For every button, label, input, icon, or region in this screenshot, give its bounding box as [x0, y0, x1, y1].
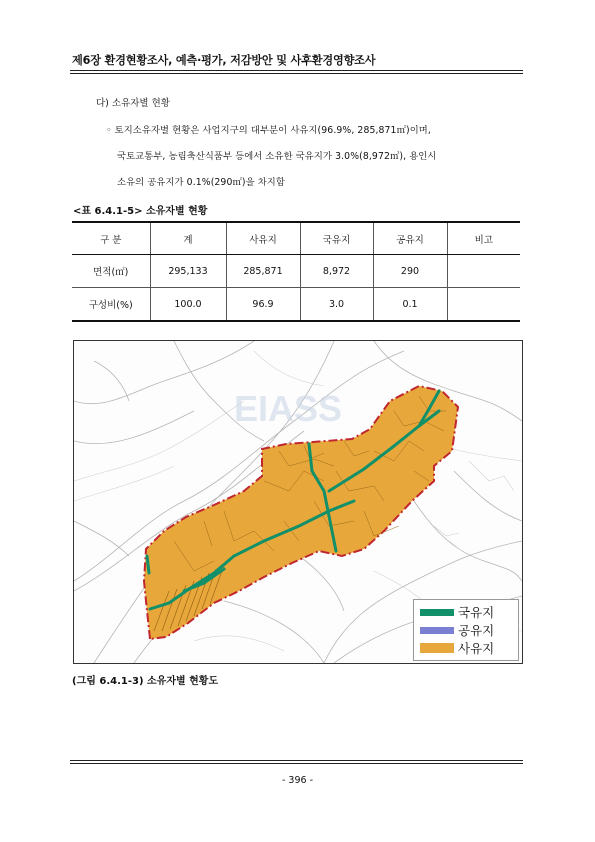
watermark-text: EIASS	[234, 388, 343, 429]
table-header-cell: 구 분	[72, 222, 150, 255]
section-subheading: 다) 소유자별 현황	[96, 98, 170, 109]
header-rule-thin	[70, 73, 523, 74]
table-cell	[447, 288, 520, 322]
table-header-cell: 사유지	[226, 222, 300, 255]
paragraph-line: 소유의 공유지가 0.1%(290㎡)을 차지함	[117, 177, 285, 188]
table-cell: 290	[373, 255, 447, 288]
legend-item	[420, 603, 494, 621]
table-cell: 96.9	[226, 288, 300, 322]
legend-swatch-private	[420, 643, 454, 653]
table-header-cell: 공유지	[373, 222, 447, 255]
table-caption: <표 6.4.1-5> 소유자별 현황	[73, 206, 208, 217]
legend-label: 공유지	[458, 624, 495, 638]
figure-caption: (그림 6.4.1-3) 소유자별 현황도	[72, 676, 219, 687]
table-header-row	[72, 222, 520, 255]
table-cell: 8,972	[300, 255, 373, 288]
table-cell: 100.0	[150, 288, 226, 322]
ownership-table	[72, 221, 520, 322]
table-cell: 295,133	[150, 255, 226, 288]
header-rule	[70, 70, 523, 71]
table-header-cell: 국유지	[300, 222, 373, 255]
footer-rule	[70, 763, 523, 764]
table-cell: 0.1	[373, 288, 447, 322]
map-legend	[413, 599, 519, 661]
table-row	[72, 288, 520, 322]
chapter-title: 제6장 환경현황조사, 예측·평가, 저감방안 및 사후환경영향조사	[72, 54, 376, 67]
legend-swatch-national	[420, 609, 454, 616]
table-cell: 면적(㎡)	[72, 255, 150, 288]
table-row	[72, 255, 520, 288]
paragraph-line: ◦ 토지소유자별 현황은 사업지구의 대부분이 사유지(96.9%, 285,871㎡)이며,	[106, 125, 431, 136]
footer-rule-thin	[70, 760, 523, 761]
legend-swatch-public	[420, 627, 454, 634]
legend-label: 국유지	[458, 606, 495, 620]
legend-item	[420, 621, 494, 639]
table-header-cell: 비고	[447, 222, 520, 255]
page-number: - 396 -	[281, 775, 314, 786]
table-cell: 구성비(%)	[72, 288, 150, 322]
paragraph-line: 국토교통부, 농림축산식품부 등에서 소유한 국유지가 3.0%(8,972㎡), 용인시	[117, 151, 437, 162]
table-header-cell: 계	[150, 222, 226, 255]
ownership-map	[73, 340, 523, 664]
legend-label: 사유지	[458, 642, 495, 656]
table-cell: 285,871	[226, 255, 300, 288]
table-cell	[447, 255, 520, 288]
legend-item	[420, 639, 494, 657]
table-cell: 3.0	[300, 288, 373, 322]
